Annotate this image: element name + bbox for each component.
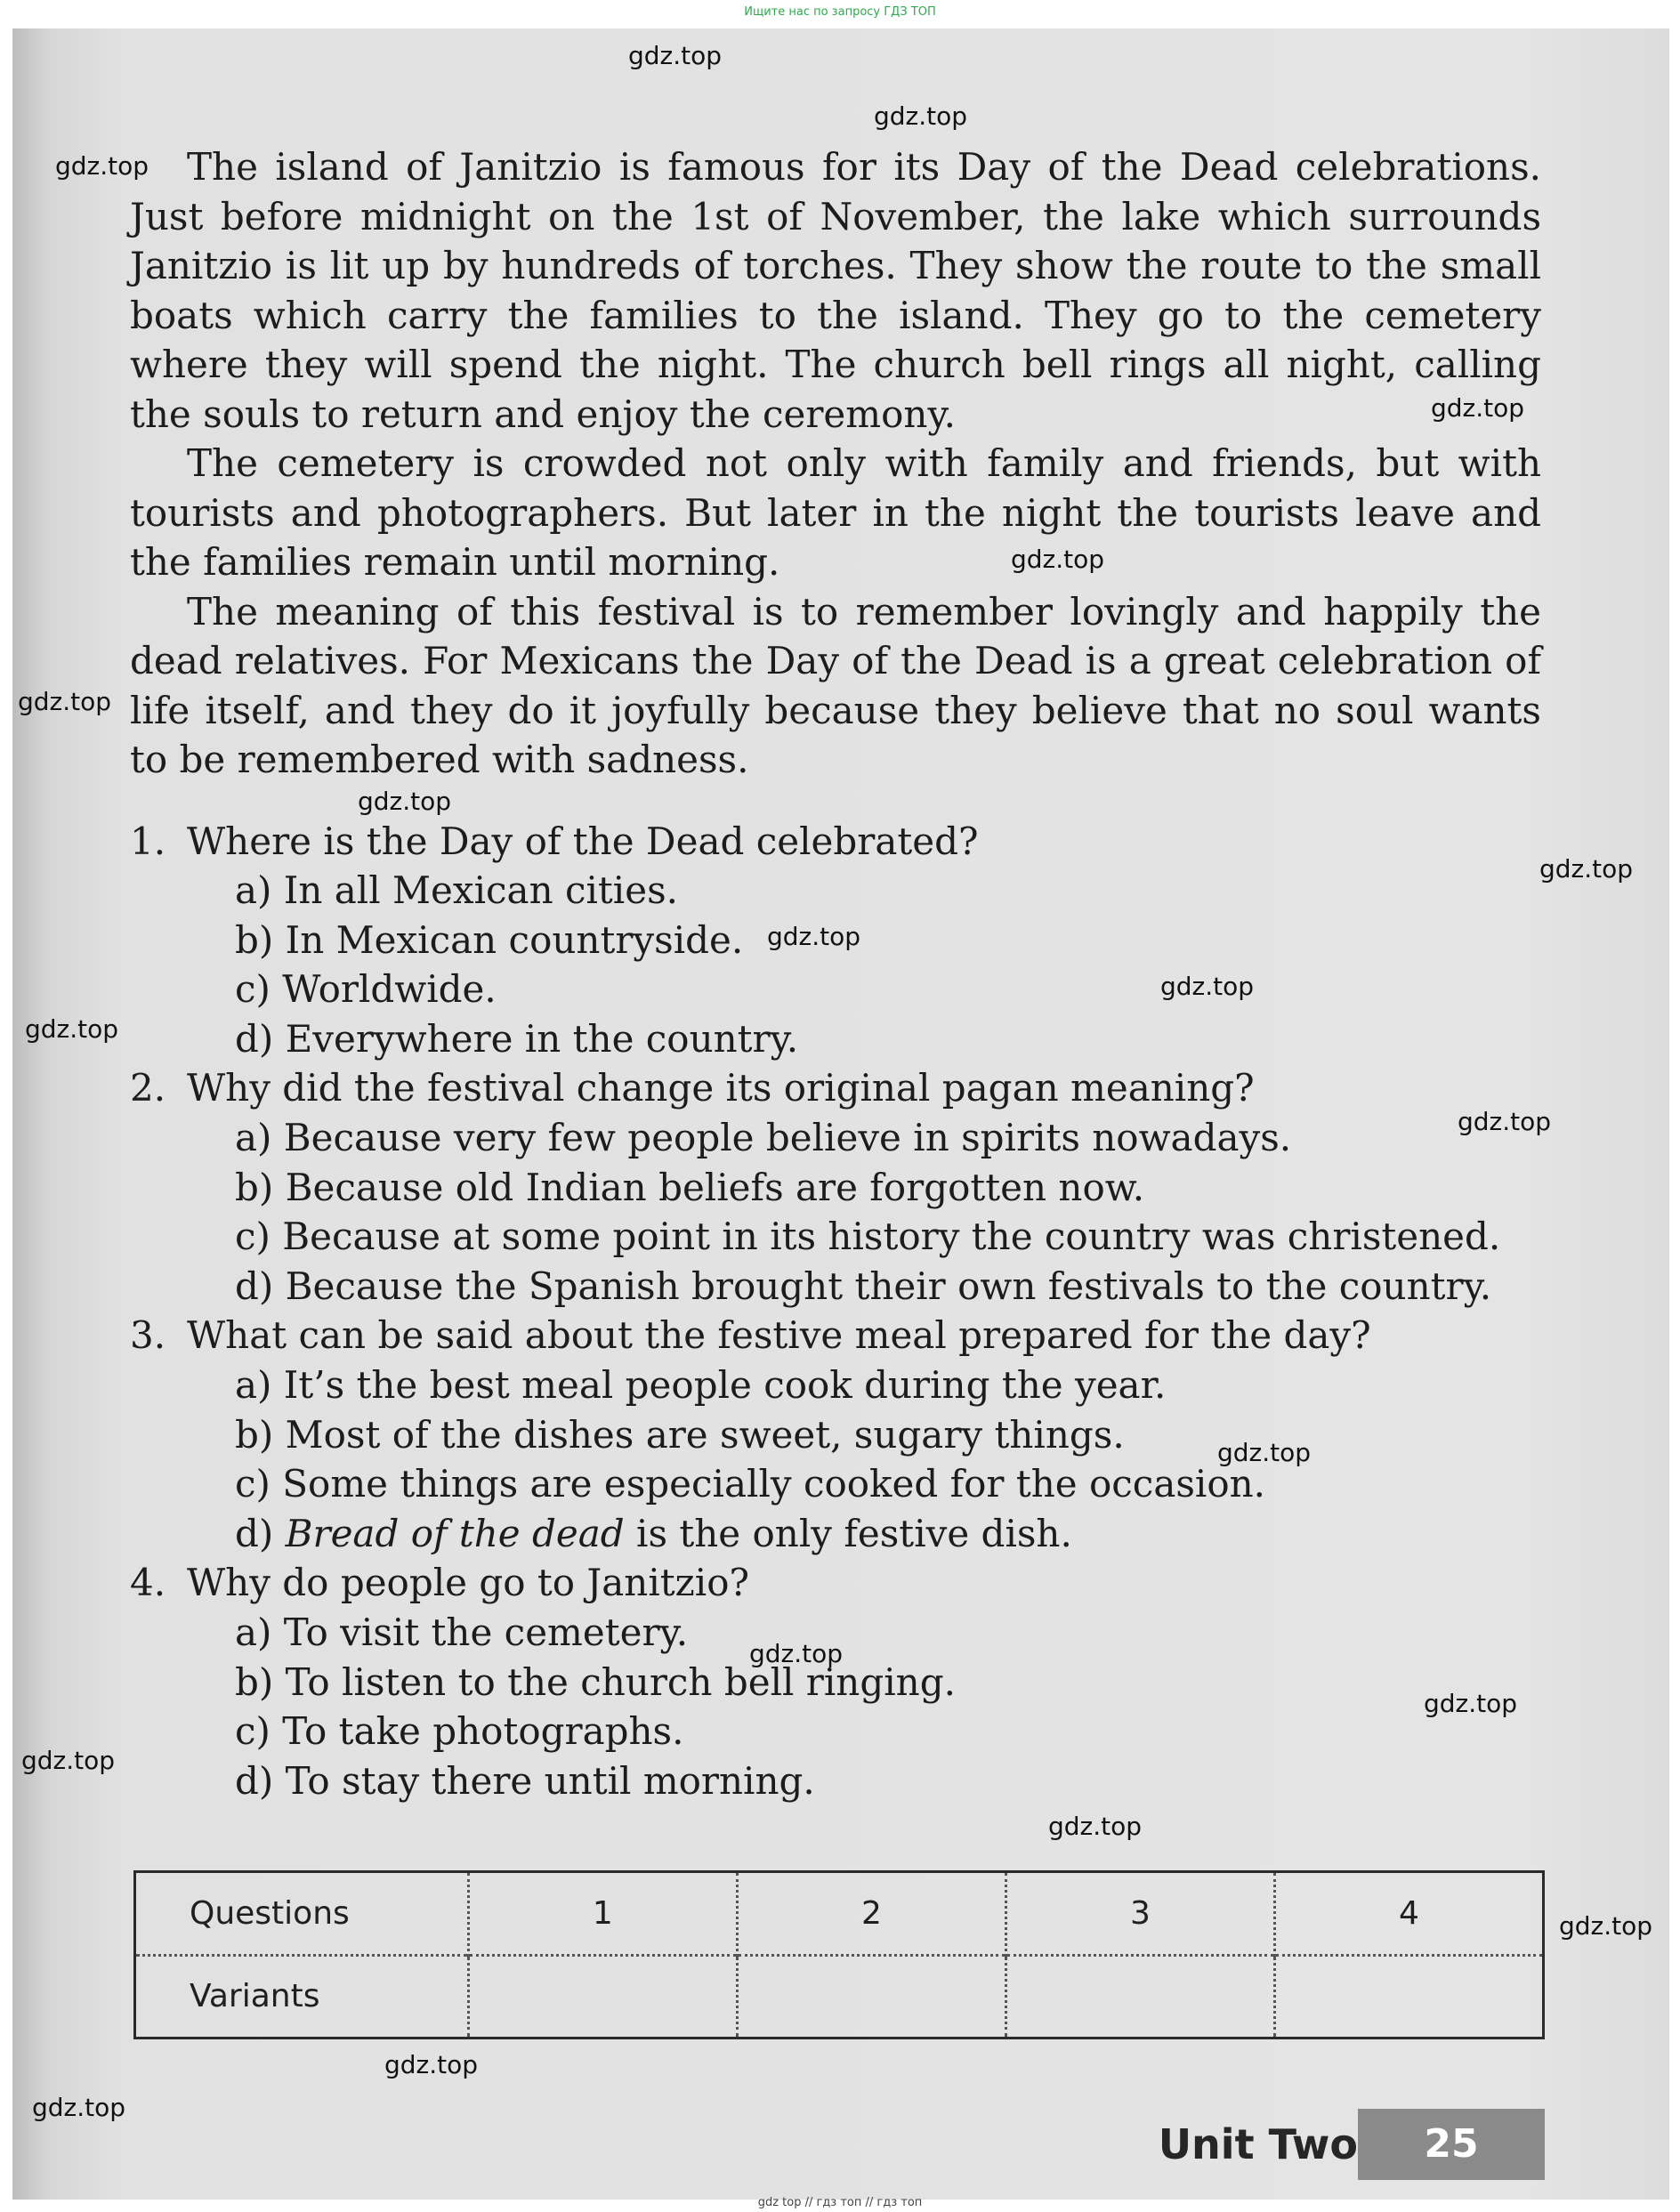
watermark: gdz.top: [628, 41, 723, 70]
watermark: gdz.top: [1559, 1911, 1653, 1941]
answer-cell[interactable]: [1006, 1955, 1274, 2038]
column-number: 4: [1274, 1872, 1543, 1956]
answer-option: a) Because very few people believe in spirits nowadays.: [235, 1116, 1292, 1160]
answer-option: b) In Mexican countryside.: [235, 917, 744, 962]
watermark: gdz.top: [1217, 1438, 1312, 1467]
page-number: 25: [1358, 2109, 1545, 2180]
watermark: gdz.top: [55, 151, 149, 181]
paragraph: The meaning of this festival is to remember lovingly and happily the dead relatives. For Mexicans the Day of the Dead is a great celebration of life itself, and they do it joyfully because they believe that no soul wants to be remembered with sadness.: [130, 589, 1541, 781]
question-number: 1.: [130, 819, 166, 863]
row-label: Questions: [190, 1894, 350, 1932]
answer-table: [133, 1870, 1545, 2039]
question-number: 4.: [130, 1561, 166, 1605]
answer-cell[interactable]: [1274, 1955, 1543, 2038]
watermark: gdz.top: [384, 2050, 479, 2079]
answer-option: c) Worldwide.: [235, 967, 497, 1012]
watermark: gdz.top: [749, 1639, 844, 1668]
column-number: 1: [468, 1872, 737, 1956]
watermark: gdz.top: [1539, 854, 1634, 884]
paragraph: The island of Janitzio is famous for its Day of the Dead celebrations. Just before midnight on the 1st of November, the lake which surrounds Janitzio is lit up by hundreds of torches. They show the route to the small boats which carry the families to the island. They go to the cemetery where they will spend the night. The church bell rings all night, calling the souls to return and enjoy the ceremony.: [130, 145, 1541, 436]
question-1: [130, 817, 1541, 867]
question-number: 3.: [130, 1313, 166, 1358]
watermark: gdz.top: [1048, 1812, 1143, 1841]
question-text: Where is the Day of the Dead celebrated?: [187, 819, 979, 863]
watermark: gdz.top: [25, 1014, 119, 1044]
question-number: 2.: [130, 1066, 166, 1110]
answer-cell[interactable]: [468, 1955, 737, 2038]
reading-text: [130, 142, 1541, 1805]
answer-option: d) To stay there until morning.: [235, 1758, 815, 1803]
top-banner: Ищите нас по запросу ГДЗ ТОП: [744, 5, 936, 19]
answer-cell[interactable]: [737, 1955, 1006, 2038]
watermark: gdz.top: [1011, 545, 1105, 574]
row-label: Variants: [135, 1955, 469, 2038]
option-italic-title: Bread of the dead: [285, 1511, 625, 1555]
answer-option: a) It’s the best meal people cook during the year.: [235, 1363, 1167, 1408]
question-text: What can be said about the festive meal prepared for the day?: [187, 1313, 1371, 1358]
answer-option: c) Because at some point in its history the country was christened.: [235, 1215, 1501, 1259]
answer-option: c) Some things are especially cooked for the occasion.: [235, 1462, 1266, 1506]
watermark: gdz.top: [18, 687, 112, 716]
answer-option: b) Most of the dishes are sweet, sugary things.: [235, 1412, 1125, 1457]
watermark: gdz.top: [32, 2093, 126, 2122]
column-number: 3: [1006, 1872, 1274, 1956]
option-suffix: is the only festive dish.: [624, 1511, 1072, 1555]
answer-option: b) Because old Indian beliefs are forgotten now.: [235, 1165, 1145, 1209]
bottom-banner: gdz top // гдз топ // гдз топ: [757, 2196, 923, 2209]
answer-option: d) Everywhere in the country.: [235, 1016, 799, 1061]
answer-option: b) To listen to the church bell ringing.: [235, 1659, 956, 1704]
watermark: gdz.top: [1424, 1689, 1518, 1718]
watermark: gdz.top: [767, 922, 861, 951]
question-text: Why did the festival change its original pagan meaning?: [187, 1066, 1255, 1110]
answer-option: d) Because the Spanish brought their own festivals to the country.: [235, 1263, 1492, 1308]
watermark: gdz.top: [1458, 1107, 1552, 1136]
watermark: gdz.top: [21, 1746, 116, 1775]
question-4: [130, 1558, 1541, 1608]
answer-option: a) To visit the cemetery.: [235, 1611, 689, 1654]
question-3: [130, 1311, 1541, 1360]
answer-option: [130, 1509, 1541, 1559]
column-number: 2: [737, 1872, 1006, 1956]
watermark: gdz.top: [358, 787, 452, 816]
watermark: gdz.top: [1160, 972, 1255, 1001]
watermark: gdz.top: [874, 101, 968, 131]
questions-row: [135, 1872, 1544, 1956]
unit-title: Unit Two: [1158, 2120, 1358, 2168]
answer-option: c) To take photographs.: [235, 1709, 684, 1754]
answer-option: a) In all Mexican cities.: [235, 868, 678, 913]
watermark: gdz.top: [1431, 393, 1525, 423]
question-text: Why do people go to Janitzio?: [187, 1561, 750, 1605]
paragraph: The cemetery is crowded not only with family and friends, but with tourists and photographers. But later in the night the tourists leave and the families remain until morning.: [130, 441, 1541, 584]
question-2: [130, 1063, 1541, 1113]
option-prefix: d): [235, 1511, 286, 1555]
variants-row: [135, 1955, 1544, 2038]
